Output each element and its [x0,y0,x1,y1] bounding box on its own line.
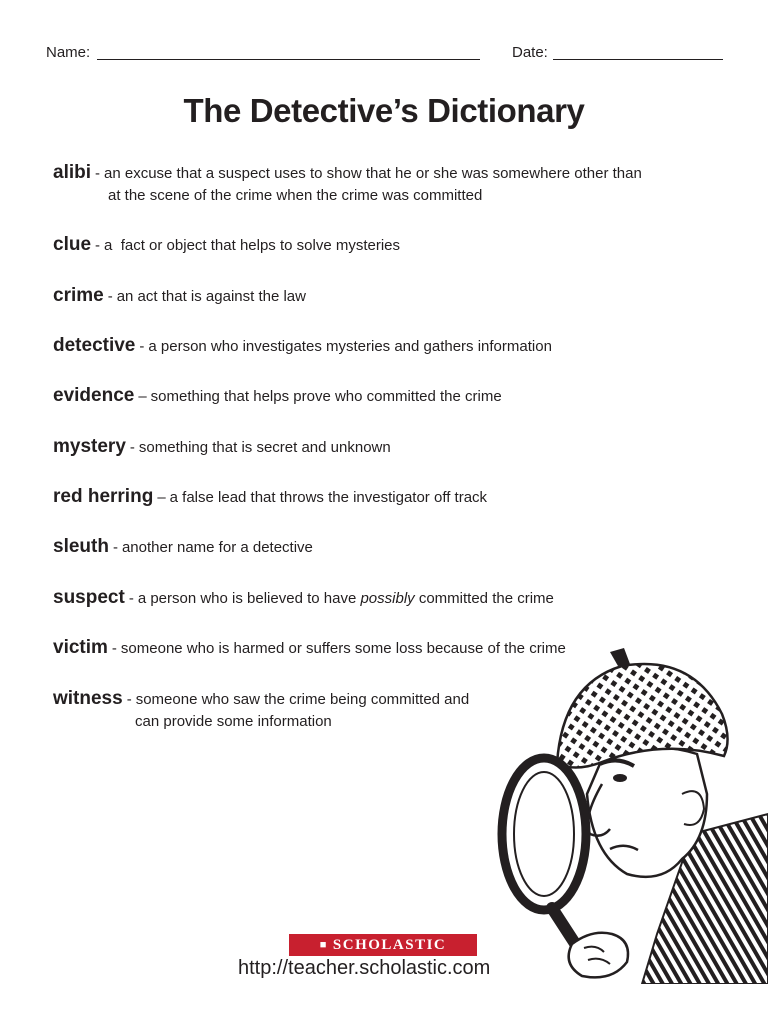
term: red herring [53,486,154,507]
entry-mystery [53,436,391,459]
entry-alibi [53,162,642,207]
date-label: Date: [512,44,548,61]
name-label: Name: [46,44,91,61]
term: evidence [53,385,135,406]
separator: - [128,590,134,607]
entry-victim [53,637,566,660]
separator: - [112,539,118,556]
entry-sleuth [53,536,313,559]
entry-suspect [53,587,554,610]
separator: - [126,691,132,708]
definition: a false lead that throws the investigator off track [169,489,488,506]
definition: someone who saw the crime being committed and [135,691,470,708]
footer-url[interactable]: http://teacher.scholastic.com [238,957,491,979]
definition: something that helps prove who committed the crime [150,388,502,405]
separator: - [111,640,117,657]
entry-detective [53,335,552,358]
logo-text: SCHOLASTIC [332,936,447,953]
definition-end: committed the crime [418,590,554,607]
entry-crime [53,285,306,308]
definition-emphasis: possibly [360,590,415,607]
term: suspect [53,587,125,608]
date-line[interactable] [553,59,723,60]
separator: - [129,439,135,456]
term: witness [53,688,123,709]
term: detective [53,335,136,356]
definition-continued: at the scene of the crime when the crime was committed [108,187,483,204]
entry-evidence [53,385,502,408]
term: mystery [53,436,126,457]
page-title: The Detective’s Dictionary [183,92,585,129]
name-line[interactable] [97,59,480,60]
definition: an excuse that a suspect uses to show that he or she was somewhere other than [104,165,642,182]
definition: another name for a detective [121,539,313,556]
definition: a fact or object that helps to solve mysteries [104,237,401,254]
scholastic-logo [289,934,477,956]
definition-continued: can provide some information [135,713,332,730]
definition: an act that is against the law [116,288,306,305]
separator: - [95,237,101,254]
separator: - [95,165,101,182]
detective-magnifying-glass-icon [492,644,768,984]
separator: - [107,288,113,305]
separator: – [138,388,147,405]
definition: a person who investigates mysteries and gathers information [148,338,552,355]
term: crime [53,285,104,306]
entry-witness [53,688,469,733]
entry-clue [53,234,400,257]
entry-red-herring [53,486,487,509]
book-icon: ■ [319,939,328,951]
term: alibi [53,162,92,183]
separator: - [139,338,145,355]
separator: – [157,489,166,506]
definition: something that is secret and unknown [138,439,391,456]
term: clue [53,234,92,255]
definition: someone who is harmed or suffers some loss because of the crime [120,640,566,657]
term: sleuth [53,536,109,557]
definition: a person who is believed to have [137,590,357,607]
term: victim [53,637,108,658]
